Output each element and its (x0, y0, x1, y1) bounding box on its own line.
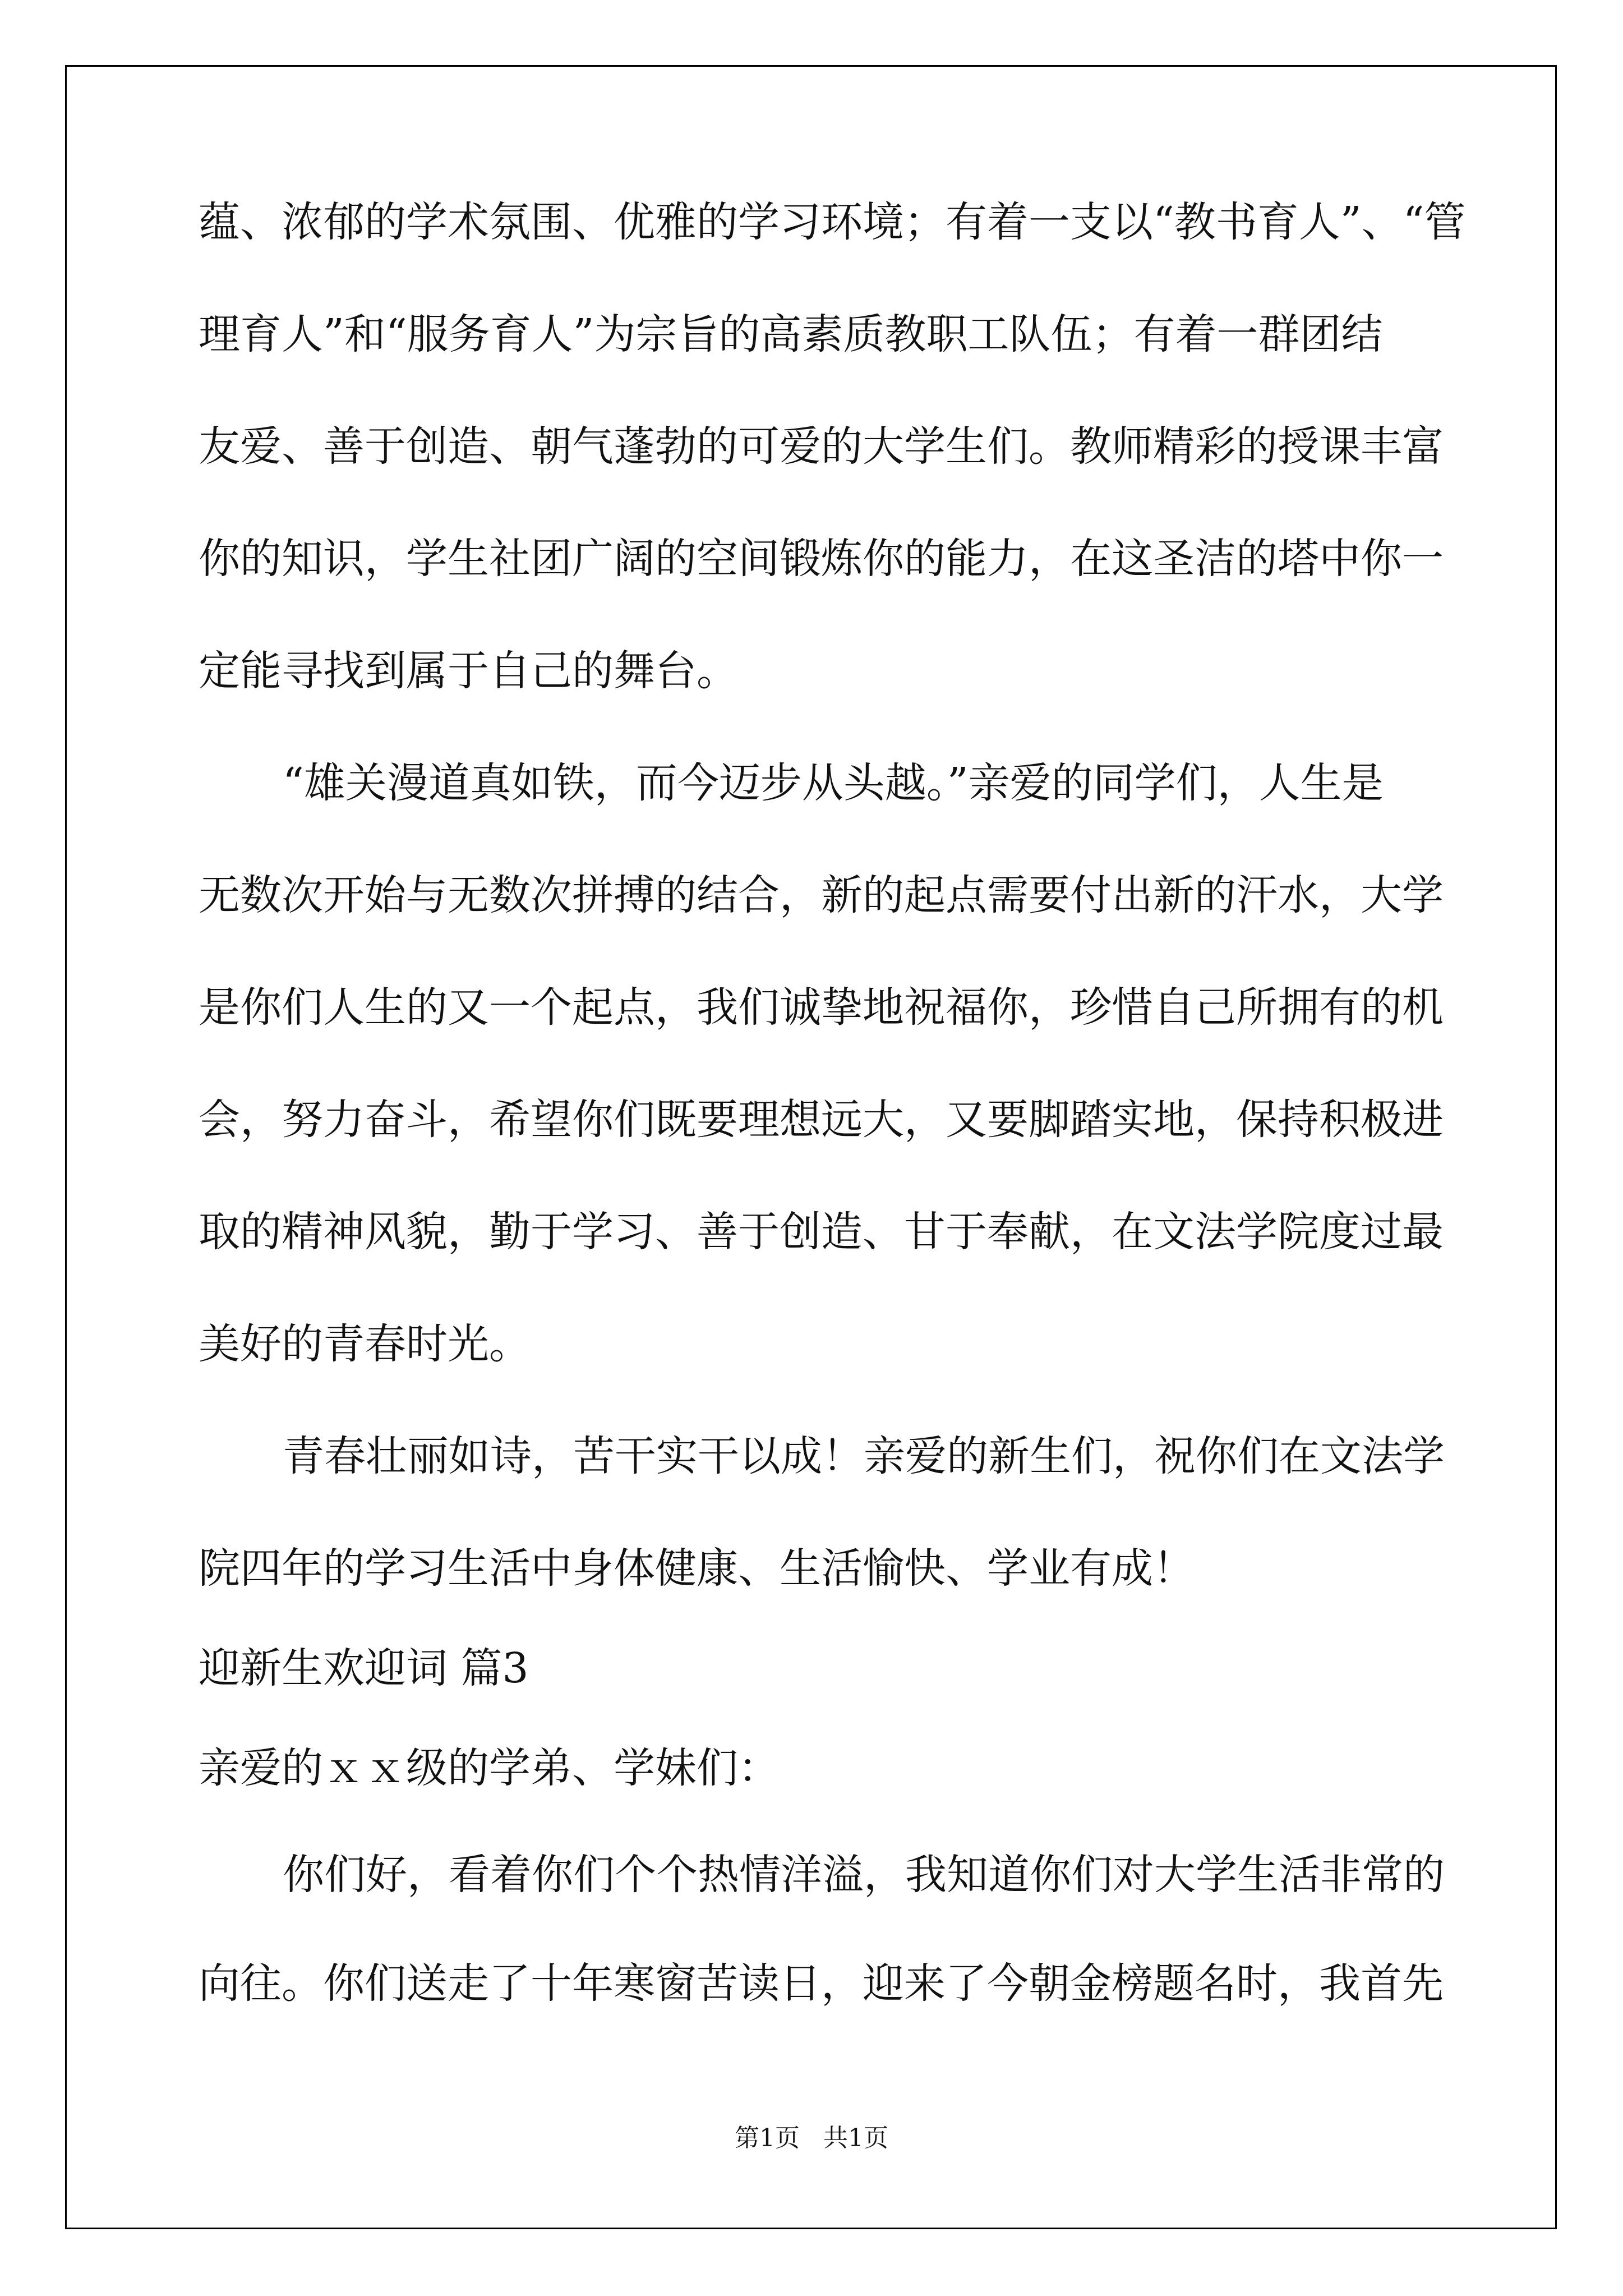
text-line: 取的精神风貌，勤于学习、善于创造、甘于奉献，在文法学院度过最 (199, 1208, 1444, 1256)
text-line: 定能寻找到属于自己的舞台。 (199, 647, 738, 695)
text-line: 无数次开始与无数次拼搏的结合，新的起点需要付出新的汗水，大学 (199, 871, 1444, 919)
text-line: 会，努力奋斗，希望你们既要理想远大，又要脚踏实地，保持积极进 (199, 1096, 1444, 1144)
page-footer: 第1页 共1页 (735, 2124, 888, 2152)
text-line: “雄关漫道真如铁，而今迈步从头越。”亲爱的同学们，人生是 (283, 759, 1384, 807)
section-heading: 迎新生欢迎词 篇3 (199, 1644, 529, 1692)
text-line: 理育人”和“服务育人”为宗旨的高素质教职工队伍；有着一群团结 (199, 310, 1383, 358)
text-line: 友爱、善于创造、朝气蓬勃的可爱的大学生们。教师精彩的授课丰富 (199, 422, 1444, 471)
salutation: 亲爱的ｘｘ级的学弟、学妹们： (199, 1744, 780, 1792)
text-line: 院四年的学习生活中身体健康、生活愉快、学业有成！ (199, 1544, 1195, 1593)
text-line: 你们好，看着你们个个热情洋溢，我知道你们对大学生活非常的 (283, 1851, 1445, 1899)
text-line: 青春壮丽如诗，苦干实干以成！亲爱的新生们，祝你们在文法学 (283, 1432, 1445, 1480)
text-line: 向往。你们送走了十年寒窗苦读日，迎来了今朝金榜题名时，我首先 (199, 1959, 1444, 2008)
text-line: 蕴、浓郁的学术氛围、优雅的学习环境；有着一支以“教书育人”、“管 (199, 198, 1466, 246)
text-line: 是你们人生的又一个起点，我们诚挚地祝福你，珍惜自己所拥有的机 (199, 983, 1444, 1032)
text-line: 美好的青春时光。 (199, 1320, 531, 1368)
text-line: 你的知识，学生社团广阔的空间锻炼你的能力，在这圣洁的塔中你一 (199, 535, 1444, 583)
